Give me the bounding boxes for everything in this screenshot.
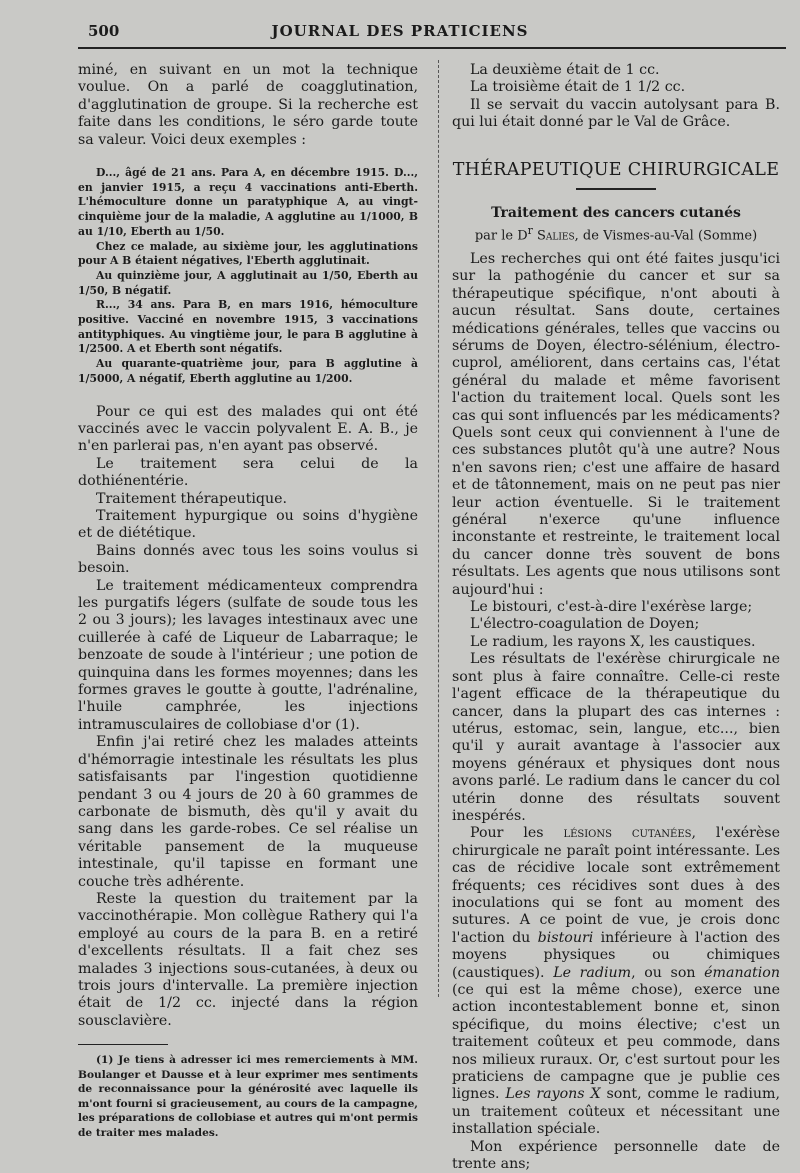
paragraph: Traitement hypurgique ou soins d'hygiène et de diététique. xyxy=(78,508,418,542)
byline xyxy=(452,222,780,245)
footnote: (1) Je tiens à adresser ici mes remerciements à MM. Boulanger et Dausse et à leur exprimer mes sentiments de reconnaissance pour la générosité avec laquelle ils m'ont fourni si gracieusement, au cours de la campagne, les préparations de collobiase et autres qui m'ont permis de traiter mes malades. xyxy=(78,1054,418,1139)
paragraph: Pour ce qui est des malades qui ont été vaccinés avec le vaccin polyvalent E. A. B., je n'en parlerai pas, n'en ayant pas observé. xyxy=(78,403,418,455)
section-rule xyxy=(576,188,656,190)
text-run: Pour les xyxy=(470,825,564,842)
paragraph: Les résultats de l'exérèse chirurgicale ne sont plus à faire connaître. Celle-ci reste l'agent efficace de la thérapeutique du cancer, dans la plupart des cas internes : utérus, estomac, sein, langue, etc..., bien qu'il y aurait avantage à l'associer aux moyens généraux et physiques dont nous avons parlé. Le radium dans le cancer du col utérin donne des résultats souvent inespérés. xyxy=(452,651,780,824)
intro-paragraph: miné, en suivant en un mot la technique voulue. On a parlé de coagglutination, d'agglutination de groupe. Si la recherche est faite dans les conditions, le séro garde toute sa valeur. Voici deux exemples : xyxy=(78,62,418,148)
case-reports xyxy=(78,166,418,387)
case-report: Au quarante-quatrième jour, para B agglutine à 1/5000, A négatif, Eberth agglutine au 1/200. xyxy=(78,357,418,385)
case-report: Chez ce malade, au sixième jour, les agglutinations pour A B étaient négatives, l'Eberth agglutinait. xyxy=(78,239,418,268)
paragraph: La troisième était de 1 1/2 cc. xyxy=(470,79,686,96)
agent-item: Le radium, les rayons X, les caustiques. xyxy=(470,633,756,650)
page-number: 500 xyxy=(88,22,120,40)
paragraph: La deuxième était de 1 cc. xyxy=(470,62,660,78)
case-report: Au quinzième jour, A agglutinait au 1/50, Eberth au 1/50, B négatif. xyxy=(78,268,418,297)
text-run: inférieure à l'action des moyens physiques ou chimiques (caustiques). xyxy=(452,929,780,981)
agent-item: Le bistouri, c'est-à-dire l'exérèse large; xyxy=(470,599,753,616)
right-column xyxy=(452,62,780,1173)
text-run: sont, comme le radium, un traitement coûteux et nécessitant une installation spéciale. xyxy=(452,1086,780,1138)
byline-sup: r xyxy=(527,223,533,237)
left-column xyxy=(78,62,418,1140)
paragraph: Il se servait du vaccin autolysant para B. qui lui était donné par le Val de Grâce. xyxy=(452,96,780,131)
section-title: THÉRAPEUTIQUE CHIRURGICALE xyxy=(452,159,780,180)
byline-prefix: par le D xyxy=(474,227,528,243)
paragraph: Reste la question du traitement par la vaccinothérapie. Mon collègue Rathery qui l'a employé au cours de la para B. en a retiré d'excellents résultats. Il a fait chez ses malades 3 injections sous-cutanées, à deux ou trois jours d'intervalle. La première injection était de 1/2 cc. injecté dans la région sousclavière. xyxy=(78,890,418,1029)
paragraph: Traitement thérapeutique. xyxy=(96,490,287,507)
agent-item: L'électro-coagulation de Doyen; xyxy=(470,616,700,633)
case-report: D..., âgé de 21 ans. Para A, en décembre 1915. D..., en janvier 1915, a reçu 4 vaccinations anti-Eberth. L'hémoculture donne un paratyphique A, au vingt-cinquième jour de la maladie, A agglutine au 1/1000, B au 1/10, Eberth au 1/50. xyxy=(78,166,418,238)
paragraph: Le traitement médicamenteux comprendra les purgatifs légers (sulfate de soude tous les 2 ou 3 jours); les lavages intestinaux avec une cuillerée à café de Liqueur de Labarraque; le benzoate de soude à l'intérieur ; une potion de quinquina dans les formes moyennes; dans les formes graves le goutte à goutte, l'adrénaline, l'huile camphrée, les injections intramusculaires de collobiase d'or (1). xyxy=(78,577,418,733)
paragraph: Les recherches qui ont été faites jusqu'ici sur la pathogénie du cancer et sur sa thérapeutique spécifique, n'ont abouti à aucun résultat. Sans doute, certaines médications générales, telles que vaccins ou sérums de Doyen, électro-sélénium, électro-cuprol, améliorent, dans certains cas, l'état général du malade et même favorisent l'action du traitement local. Quels sont les cas qui sont influencés par les médicaments? Quels sont ceux qui conviennent à l'une de ces substances plutôt qu'à une autre? Nous n'en savons rien; c'est une affaire de hasard et de tâtonnement, mais on ne peut pas nier leur action éventuelle. Si le traitement général n'exerce qu'une influence inconstante et restreinte, le traitement local du cancer donne très souvent de bons résultats. Les agents que nous utilisons sont aujourd'hui : xyxy=(452,250,780,598)
text-run-italic: Le radium xyxy=(553,964,632,981)
paragraph: Bains donnés avec tous les soins voulus si besoin. xyxy=(78,542,418,577)
journal-title: JOURNAL DES PRATICIENS xyxy=(271,22,529,40)
paragraph: Mon expérience personnelle date de trente ans; xyxy=(452,1138,780,1173)
byline-suffix: , de Vismes-au-Val (Somme) xyxy=(574,227,758,243)
text-run-smallcaps: lésions cutanées xyxy=(563,825,692,842)
text-run-italic: bistouri xyxy=(537,929,594,946)
running-head xyxy=(0,22,800,46)
text-run: , ou son xyxy=(631,964,705,981)
text-run-italic: émanation xyxy=(704,964,780,981)
text-run-italic: Les rayons X xyxy=(505,1086,601,1103)
header-rule xyxy=(78,47,786,49)
paragraph xyxy=(452,825,780,1138)
article-title: Traitement des cancers cutanés xyxy=(491,204,741,221)
case-report: R..., 34 ans. Para B, en mars 1916, hémoculture positive. Vacciné en novembre 1915, 3 vaccinations antityphiques. Au vingtième jour, le para B agglutine à 1/2500. A et Eberth sont négatifs. xyxy=(78,298,418,356)
footnote-rule xyxy=(78,1044,168,1045)
author-name: Salies xyxy=(536,227,575,243)
text-run: (ce qui est la même chose), exerce une action incontestablement bonne et, sinon spécifique, du moins élective; c'est un traitement coûteux et peu commode, dans nos milieux ruraux. Or, c'est surtout pour les praticiens de campagne que je publie ces lignes. xyxy=(452,982,780,1103)
paragraph: Le traitement sera celui de la dothiénentérie. xyxy=(78,455,418,490)
paragraph: Enfin j'ai retiré chez les malades atteints d'hémorragie intestinale les résultats les plus satisfaisants par l'ingestion quotidienne pendant 3 ou 4 jours de 20 à 60 grammes de carbonate de bismuth, dès qu'il y avait du sang dans les garde-robes. Ce sel réalise un véritable pansement de la muqueuse intestinale, qu'il tapisse en formant une couche très adhérente. xyxy=(78,734,418,890)
text-run: , l'exérèse chirurgicale ne paraît point intéressante. Les cas de récidive locale sont extrêmement fréquents; ces récidives sont dues à des inoculations qui se font au moment des sutures. A ce point de vue, je crois donc l'action du xyxy=(452,825,780,946)
column-divider xyxy=(438,60,439,997)
